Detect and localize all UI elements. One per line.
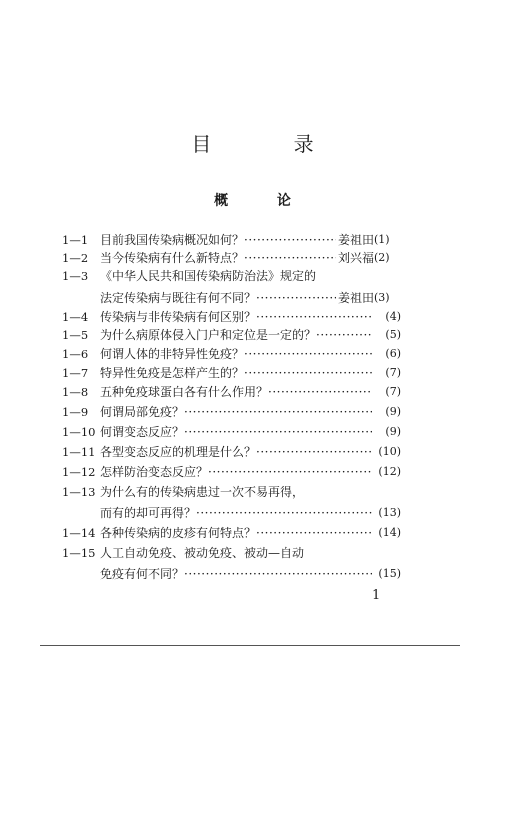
entry-title: 怎样防治变态反应？····· xyxy=(100,464,372,480)
entry-title: 当今传染病有什么新特点？····· xyxy=(100,250,336,266)
entry-title: 人工自动免疫、被动免疫、被动—自动 xyxy=(100,546,305,560)
entry-number: 1—14 xyxy=(62,526,96,540)
entry-page: (10) xyxy=(378,445,401,458)
entry-page: (14) xyxy=(378,526,401,539)
entry-number: 1—5 xyxy=(62,328,89,342)
entry-number: 1—12 xyxy=(62,465,96,479)
entry-title: 何谓人体的非特异性免疫？····· xyxy=(100,346,372,362)
entry-title-continued: 免疫有何不同？····· xyxy=(100,566,372,582)
page-title: 目 录 xyxy=(191,132,352,156)
entry-page: (7) xyxy=(385,366,401,379)
entry-page: (5) xyxy=(385,328,401,341)
section-heading: 概 论 xyxy=(214,193,313,209)
entry-page: (6) xyxy=(385,347,401,360)
entry-page: (7) xyxy=(385,385,401,398)
entry-number: 1—1 xyxy=(62,233,89,247)
entry-title: 各型变态反应的机理是什么？····· xyxy=(100,444,372,460)
entry-title: 为什么有的传染病患过一次不易再得， xyxy=(100,485,305,499)
entry-title: 各种传染病的皮疹有何特点？····· xyxy=(100,525,372,541)
entry-page: (3) xyxy=(374,291,390,304)
entry-number: 1—13 xyxy=(62,485,96,499)
page-bottom-rule xyxy=(40,645,460,646)
entry-number: 1—7 xyxy=(62,366,89,380)
entry-number: 1—2 xyxy=(62,251,89,265)
entry-author: 刘兴福 xyxy=(338,251,375,265)
entry-title: 五种免疫球蛋白各有什么作用？····· xyxy=(100,384,372,400)
entry-title: 目前我国传染病概况如何？····· xyxy=(100,232,336,248)
entry-number: 1—6 xyxy=(62,347,89,361)
entry-page: (15) xyxy=(378,567,401,580)
entry-number: 1—8 xyxy=(62,385,89,399)
entry-title: 为什么病原体侵入门户和定位是一定的？····· xyxy=(100,327,372,343)
entry-page: (2) xyxy=(374,251,390,264)
entry-page: (9) xyxy=(385,405,401,418)
entry-page: (1) xyxy=(374,233,390,246)
entry-number: 1—11 xyxy=(62,445,96,459)
entry-page: (13) xyxy=(378,506,401,519)
entry-number: 1—9 xyxy=(62,405,89,419)
entry-title-continued: 法定传染病与既往有何不同？····· xyxy=(100,290,336,306)
entry-author: 姜祖田 xyxy=(338,291,375,305)
entry-title: 《中华人民共和国传染病防治法》规定的 xyxy=(100,269,317,283)
entry-page: (12) xyxy=(378,465,401,478)
page-number: 1 xyxy=(372,588,381,603)
entry-title: 特异性免疫是怎样产生的？····· xyxy=(100,365,372,381)
entry-number: 1—15 xyxy=(62,546,96,560)
entry-number: 1—10 xyxy=(62,425,96,439)
entry-title-continued: 而有的却可再得？····· xyxy=(100,505,372,521)
entry-page: (4) xyxy=(385,310,401,323)
entry-title: 何谓局部免疫？····· xyxy=(100,404,372,420)
entry-number: 1—4 xyxy=(62,310,89,324)
entry-title: 何谓变态反应？····· xyxy=(100,424,372,440)
entry-author: 姜祖田 xyxy=(338,233,375,247)
entry-title: 传染病与非传染病有何区别？····· xyxy=(100,309,372,325)
entry-page: (9) xyxy=(385,425,401,438)
entry-number: 1—3 xyxy=(62,269,89,283)
